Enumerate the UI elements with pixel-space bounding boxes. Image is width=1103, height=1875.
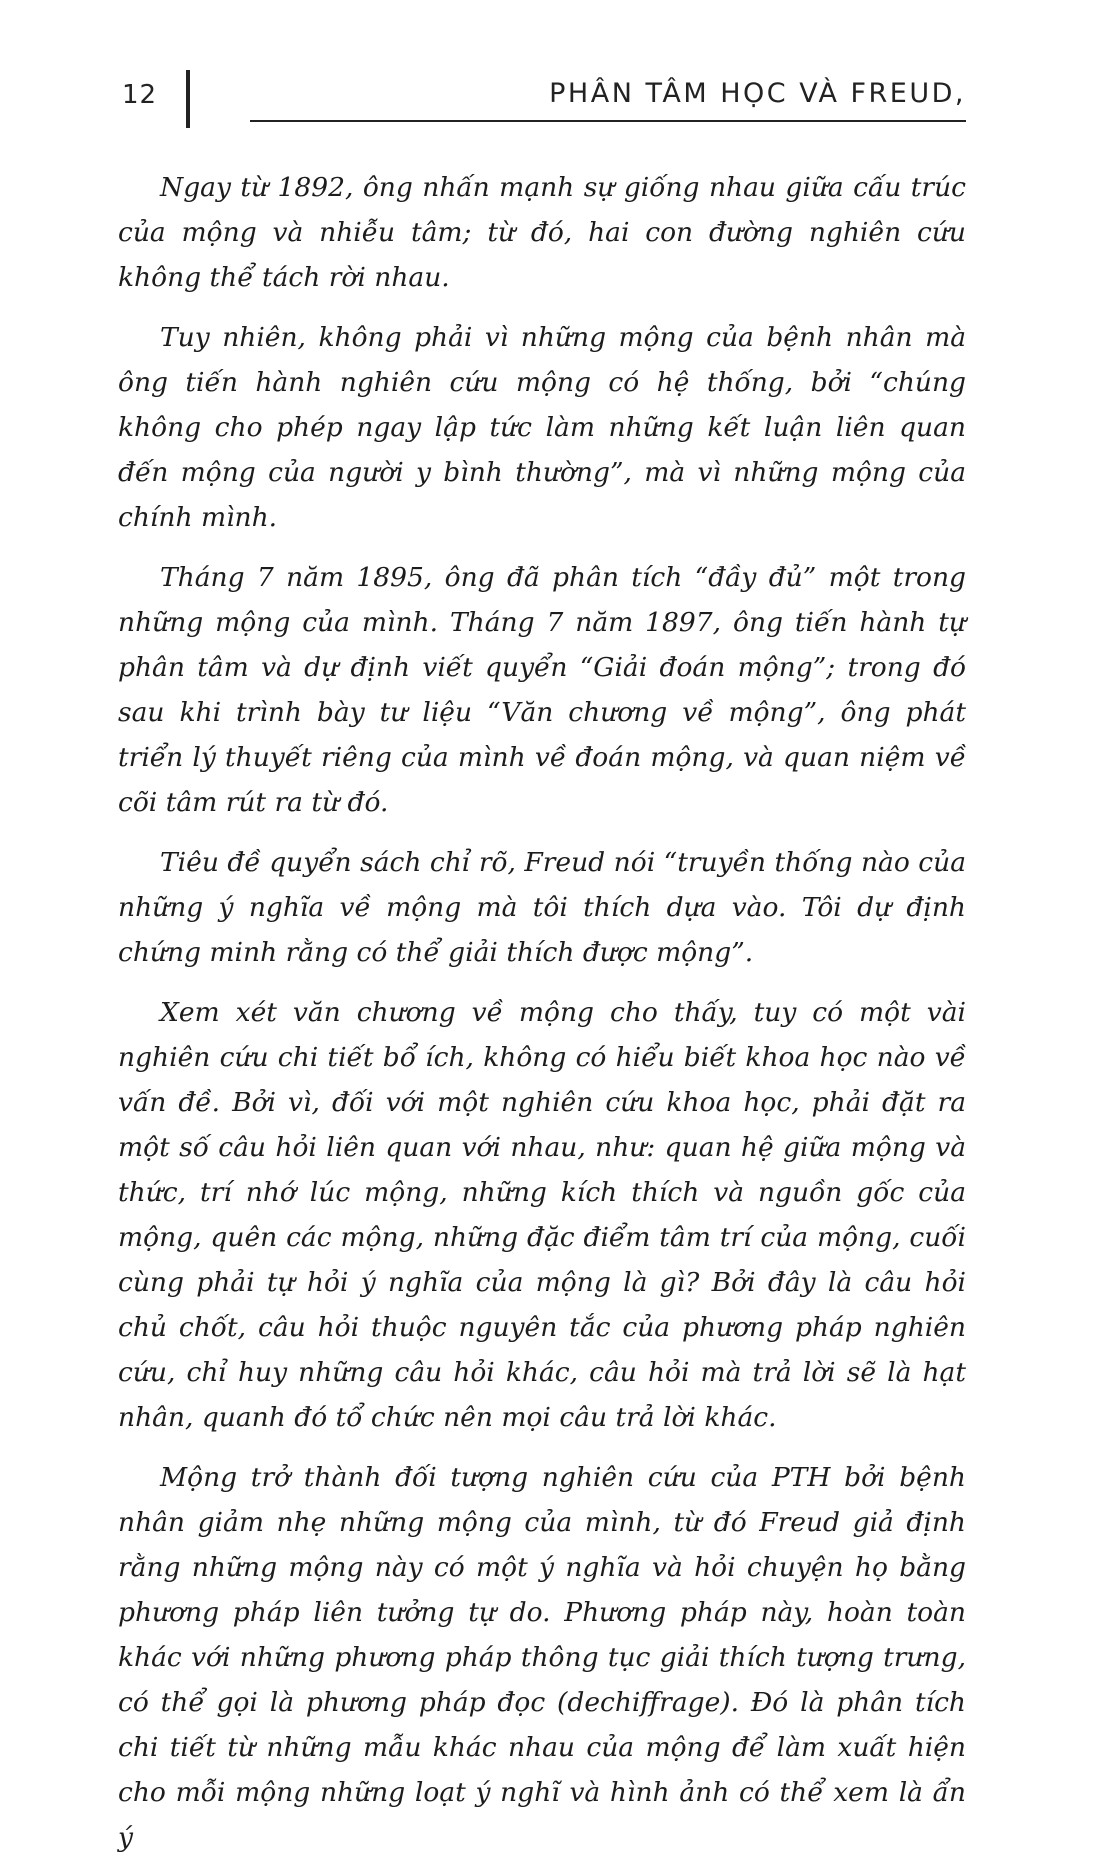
page-number: 12 <box>122 80 158 110</box>
page-header <box>0 0 1103 130</box>
paragraph-5: Xem xét văn chương về mộng cho thấy, tuy có một vài nghiên cứu chi tiết bổ ích, không có hiểu biết khoa học nào về vấn đề. Bởi vì, đối với một nghiên cứu khoa học, phải đặt ra một số câu hỏi liên quan với nhau, như: quan hệ giữa mộng và thức, trí nhớ lúc mộng, những kích thích và nguồn gốc của mộng, quên các mộng, những đặc điểm tâm trí của mộng, cuối cùng phải tự hỏi ý nghĩa của mộng là gì? Bởi đây là câu hỏi chủ chốt, câu hỏi thuộc nguyên tắc của phương pháp nghiên cứu, chỉ huy những câu hỏi khác, câu hỏi mà trả lời sẽ là hạt nhân, quanh đó tổ chức nên mọi câu trả lời khác. <box>118 997 966 1433</box>
paragraph-4: Tiêu đề quyển sách chỉ rõ, Freud nói “truyền thống nào của những ý nghĩa về mộng mà tôi thích dựa vào. Tôi dự định chứng minh rằng có thể giải thích được mộng”. <box>118 847 966 968</box>
header-horizontal-rule <box>250 120 966 122</box>
paragraph-3: Tháng 7 năm 1895, ông đã phân tích “đầy đủ” một trong những mộng của mình. Tháng 7 năm 1897, ông tiến hành tự phân tâm và dự định viết quyển “Giải đoán mộng”; trong đó sau khi trình bày tư liệu “Văn chương về mộng”, ông phát triển lý thuyết riêng của mình về đoán mộng, và quan niệm về cõi tâm rút ra từ đó. <box>118 562 966 818</box>
header-vertical-rule <box>186 70 190 128</box>
paragraph-2: Tuy nhiên, không phải vì những mộng của bệnh nhân mà ông tiến hành nghiên cứu mộng có hệ thống, bởi “chúng không cho phép ngay lập tức làm những kết luận liên quan đến mộng của người y bình thường”, mà vì những mộng của chính mình. <box>118 322 966 533</box>
body-text <box>118 165 966 1875</box>
running-title: PHÂN TÂM HỌC VÀ FREUD, <box>549 78 966 109</box>
paragraph-6: Mộng trở thành đối tượng nghiên cứu của PTH bởi bệnh nhân giảm nhẹ những mộng của mình, từ đó Freud giả định rằng những mộng này có một ý nghĩa và hỏi chuyện họ bằng phương pháp liên tưởng tự do. Phương pháp này, hoàn toàn khác với những phương pháp thông tục giải thích tượng trưng, có thể gọi là phương pháp đọc (dechiffrage). Đó là phân tích chi tiết từ những mẫu khác nhau của mộng để làm xuất hiện cho mỗi mộng những loạt ý nghĩ và hình ảnh có thể xem là ẩn ý <box>118 1462 966 1853</box>
paragraph-1: Ngay từ 1892, ông nhấn mạnh sự giống nhau giữa cấu trúc của mộng và nhiễu tâm; từ đó, hai con đường nghiên cứu không thể tách rời nhau. <box>118 172 966 293</box>
